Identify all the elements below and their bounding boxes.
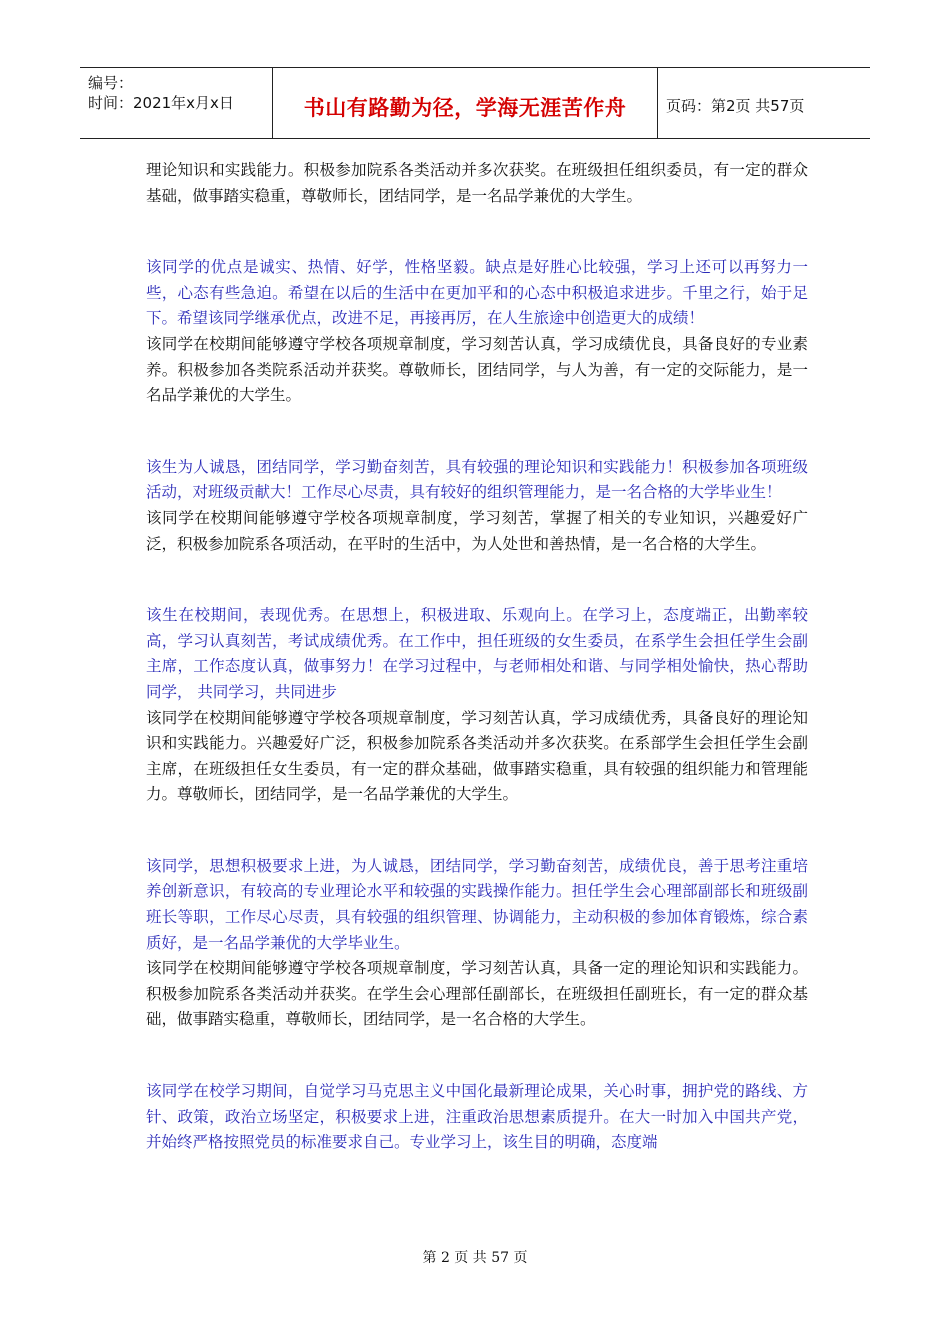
page-number-label: 页码：第2页 共57页 — [666, 97, 805, 115]
document-body — [146, 158, 808, 1156]
paragraph: 该同学在校期间能够遵守学校各项规章制度，学习刻苦认真，具备一定的理论知识和实践能力。积极参加院系各类活动并获奖。在学生会心理部任副部长，在班级担任副班长，有一定的群众基础，做事踏实稳重，尊敬师长，团结同学，是一名合格的大学生。 — [146, 959, 808, 1029]
paragraph: 该同学，思想积极要求上进，为人诚恳，团结同学，学习勤奋刻苦，成绩优良，善于思考注重培养创新意识，有较高的专业理论水平和较强的实践操作能力。担任学生会心理部副部长和班级副班长等职，工作尽心尽责，具有较强的组织管理、协调能力，主动积极的参加体育锻炼，综合素质好，是一名品学兼优的大学毕业生。 — [146, 856, 808, 952]
page-footer: 第 2 页 共 57 页 — [422, 1250, 528, 1266]
paragraph: 该同学在校期间能够遵守学校各项规章制度，学习刻苦，掌握了相关的专业知识，兴趣爱好广泛，积极参加院系各项活动，在平时的生活中，为人处世和善热情，是一名合格的大学生。 — [146, 508, 808, 553]
paragraph: 该同学在校学习期间，自觉学习马克思主义中国化最新理论成果，关心时事，拥护党的路线、方针、政策，政治立场坚定，积极要求上进，注重政治思想素质提升。在大一时加入中国共产党，并始终严格按照党员的标准要求自己。专业学习上，该生目的明确，态度端 — [146, 1082, 808, 1152]
header-motto-cell — [273, 68, 658, 138]
paragraph: 该同学的优点是诚实、热情、好学，性格坚毅。缺点是好胜心比较强，学习上还可以再努力一些，心态有些急迫。希望在以后的生活中在更加平和的心态中积极追求进步。千里之行，始于足下。希望该同学继承优点，改进不足，再接再厉，在人生旅途中创造更大的成绩！ — [146, 258, 808, 328]
paragraph: 该同学在校期间能够遵守学校各项规章制度，学习刻苦认真，学习成绩优秀，具备良好的理论知识和实践能力。兴趣爱好广泛，积极参加院系各类活动并多次获奖。在系部学生会担任学生会副主席，在班级担任女生委员，有一定的群众基础，做事踏实稳重，具有较强的组织能力和管理能力。尊敬师长，团结同学，是一名品学兼优的大学生。 — [146, 708, 808, 804]
date-label: 时间：2021年x月x日 — [88, 94, 234, 112]
page-header — [80, 67, 870, 139]
paragraph: 理论知识和实践能力。积极参加院系各类活动并多次获奖。在班级担任组织委员，有一定的群众基础，做事踏实稳重，尊敬师长，团结同学，是一名品学兼优的大学生。 — [146, 161, 808, 205]
paragraph: 该生为人诚恳，团结同学，学习勤奋刻苦，具有较强的理论知识和实践能力！积极参加各项班级活动，对班级贡献大！工作尽心尽责，具有较好的组织管理能力，是一名合格的大学毕业生！ — [146, 457, 808, 502]
header-meta-cell — [80, 68, 273, 138]
header-page-cell — [658, 68, 870, 138]
motto-text: 书山有路勤为径，学海无涯苦作舟 — [303, 96, 627, 120]
number-label: 编号： — [88, 74, 134, 92]
paragraph: 该同学在校期间能够遵守学校各项规章制度，学习刻苦认真，学习成绩优良，具备良好的专业素养。积极参加各类院系活动并获奖。尊敬师长，团结同学，与人为善，有一定的交际能力，是一名品学兼优的大学生。 — [146, 334, 808, 405]
paragraph: 该生在校期间，表现优秀。在思想上，积极进取、乐观向上。在学习上，态度端正，出勤率较高，学习认真刻苦，考试成绩优秀。在工作中，担任班级的女生委员，在系学生会担任学生会副主席，工作态度认真，做事努力！在学习过程中，与老师相处和谐、与同学相处愉快，热心帮助同学， 共同学习，共同进步 — [146, 606, 808, 701]
